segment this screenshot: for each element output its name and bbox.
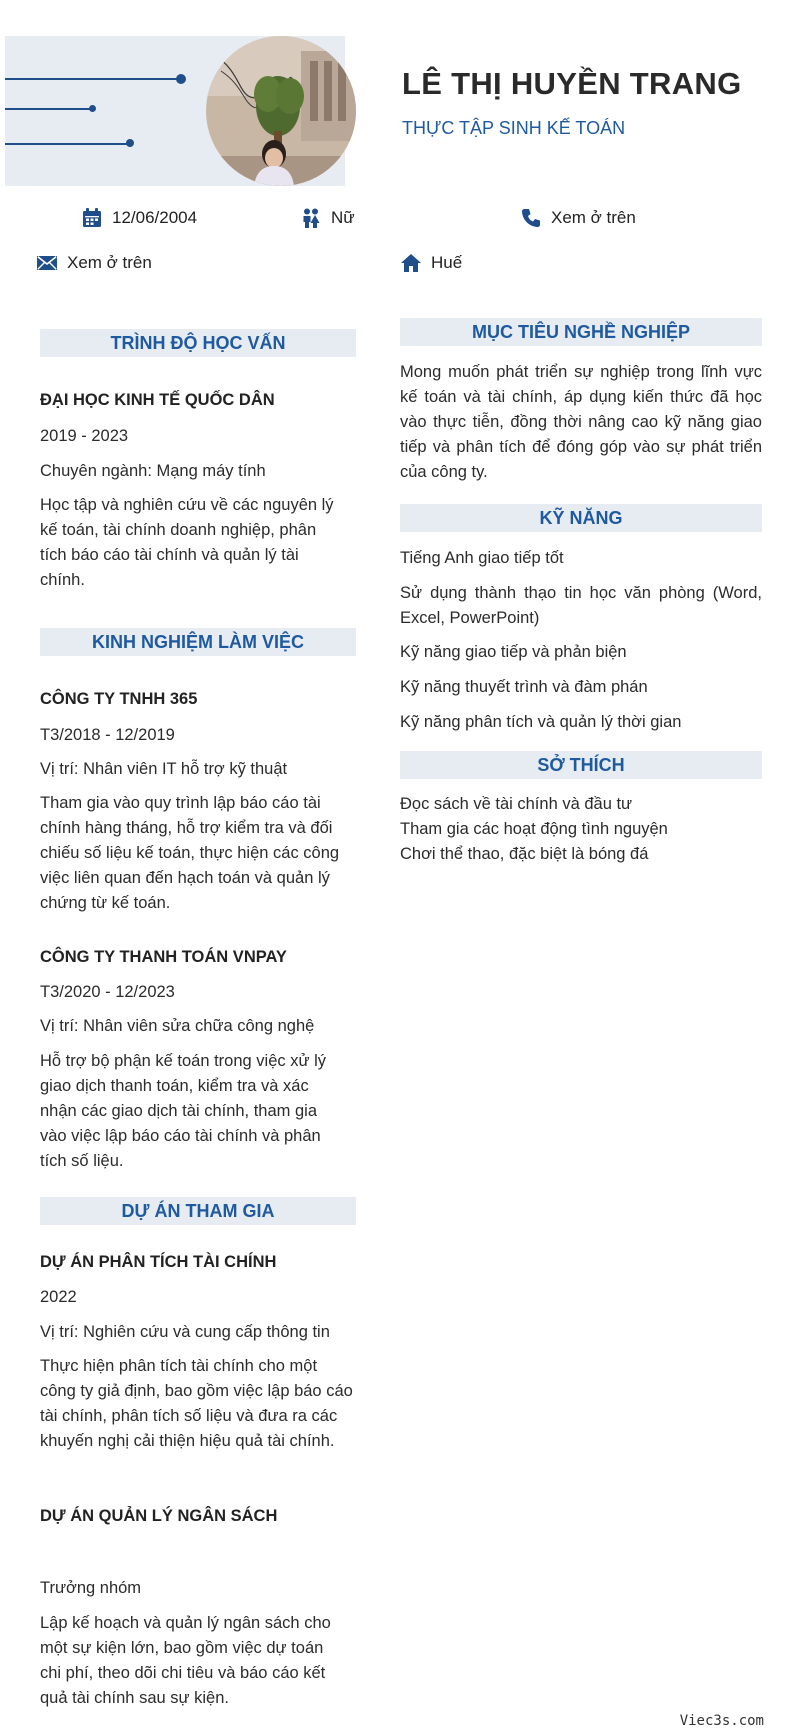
contact-dob bbox=[82, 208, 197, 228]
project-name: DỰ ÁN QUẢN LÝ NGÂN SÁCH bbox=[40, 1507, 278, 1525]
decor-line bbox=[5, 108, 93, 110]
decor-dot bbox=[176, 74, 186, 84]
projects-heading: DỰ ÁN THAM GIA bbox=[40, 1197, 356, 1225]
hobby-item: Chơi thể thao, đặc biệt là bóng đá bbox=[400, 845, 649, 863]
hobbies-heading: SỞ THÍCH bbox=[400, 751, 762, 779]
candidate-role: THỰC TẬP SINH KẾ TOÁN bbox=[402, 118, 626, 138]
avatar bbox=[206, 36, 356, 186]
education-period: 2019 - 2023 bbox=[40, 427, 129, 445]
home-icon bbox=[401, 253, 421, 273]
education-school: ĐẠI HỌC KINH TẾ QUỐC DÂN bbox=[40, 391, 275, 409]
people-icon bbox=[301, 208, 321, 228]
skill-item: Kỹ năng giao tiếp và phản biện bbox=[400, 643, 627, 661]
objective-heading: MỤC TIÊU NGHỀ NGHIỆP bbox=[400, 318, 762, 346]
address-value: Huế bbox=[431, 253, 463, 272]
watermark: Viec3s.com bbox=[679, 1713, 764, 1729]
gender-value: Nữ bbox=[331, 208, 355, 227]
experience-company: CÔNG TY TNHH 365 bbox=[40, 690, 198, 708]
dob-value: 12/06/2004 bbox=[112, 208, 198, 227]
experience-desc: Hỗ trợ bộ phận kế toán trong việc xử lý giao dịch thanh toán, kiểm tra và xác nhận các giao dịch tài chính, tham gia vào việc lập báo cáo tài chính và phân tích số liệu. bbox=[40, 1052, 327, 1170]
contact-phone bbox=[521, 208, 636, 228]
contact-email bbox=[37, 253, 152, 273]
project-year: 2022 bbox=[40, 1288, 77, 1306]
decor-dot bbox=[126, 139, 134, 147]
contact-address bbox=[401, 253, 462, 273]
experience-position: Vị trí: Nhân viên IT hỗ trợ kỹ thuật bbox=[40, 760, 288, 778]
skill-item: Kỹ năng phân tích và quản lý thời gian bbox=[400, 713, 682, 731]
calendar-icon bbox=[82, 208, 102, 228]
skills-heading: KỸ NĂNG bbox=[400, 504, 762, 532]
education-major: Chuyên ngành: Mạng máy tính bbox=[40, 462, 266, 480]
project-desc: Lập kế hoạch và quản lý ngân sách cho một sự kiện lớn, bao gồm việc dự toán chi phí, theo dõi chi tiêu và báo cáo kết quả tài chính sau sự kiện. bbox=[40, 1614, 331, 1707]
skill-item: Sử dụng thành thạo tin học văn phòng (Word, Excel, PowerPoint) bbox=[400, 584, 762, 627]
experience-desc: Tham gia vào quy trình lập báo cáo tài chính hàng tháng, hỗ trợ kiểm tra và đối chiếu số liệu kế toán, thực hiện các công việc liên quan đến hạch toán và quản lý chứng từ kế toán. bbox=[40, 794, 340, 912]
decor-line bbox=[5, 78, 181, 80]
hobby-item: Đọc sách về tài chính và đầu tư bbox=[400, 795, 633, 813]
project-position: Vị trí: Nghiên cứu và cung cấp thông tin bbox=[40, 1323, 330, 1341]
experience-heading: KINH NGHIỆM LÀM VIỆC bbox=[40, 628, 356, 656]
project-desc: Thực hiện phân tích tài chính cho một công ty giả định, bao gồm việc lập báo cáo tài chính, phân tích số liệu và đưa ra các khuyến nghị cải thiện hiệu quả tài chính. bbox=[40, 1357, 353, 1450]
experience-period: T3/2020 - 12/2023 bbox=[40, 983, 175, 1001]
candidate-name: LÊ THỊ HUYỀN TRANG bbox=[402, 66, 742, 101]
skill-item: Tiếng Anh giao tiếp tốt bbox=[400, 549, 564, 567]
education-heading: TRÌNH ĐỘ HỌC VẤN bbox=[40, 329, 356, 357]
hobby-item: Tham gia các hoạt động tình nguyện bbox=[400, 820, 668, 838]
contact-gender bbox=[301, 208, 355, 228]
email-value: Xem ở trên bbox=[67, 253, 152, 272]
education-desc: Học tập và nghiên cứu về các nguyên lý kế toán, tài chính doanh nghiệp, phân tích báo cáo tài chính và quản lý tài chính. bbox=[40, 496, 334, 589]
experience-company: CÔNG TY THANH TOÁN VNPAY bbox=[40, 948, 287, 966]
objective-text: Mong muốn phát triển sự nghiệp trong lĩnh vực kế toán và tài chính, áp dụng kiến thức đã học vào thực tiễn, đồng thời nâng cao kỹ năng giao tiếp và phân tích để đóng góp vào sự phát triển của công ty. bbox=[400, 363, 762, 481]
experience-position: Vị trí: Nhân viên sửa chữa công nghệ bbox=[40, 1017, 315, 1035]
experience-period: T3/2018 - 12/2019 bbox=[40, 726, 175, 744]
decor-dot bbox=[89, 105, 96, 112]
envelope-icon bbox=[37, 253, 57, 273]
project-name: DỰ ÁN PHÂN TÍCH TÀI CHÍNH bbox=[40, 1253, 277, 1271]
decor-line bbox=[5, 143, 131, 145]
project-position: Trưởng nhóm bbox=[40, 1579, 142, 1597]
phone-icon bbox=[521, 208, 541, 228]
phone-value: Xem ở trên bbox=[551, 208, 636, 227]
skill-item: Kỹ năng thuyết trình và đàm phán bbox=[400, 678, 648, 696]
